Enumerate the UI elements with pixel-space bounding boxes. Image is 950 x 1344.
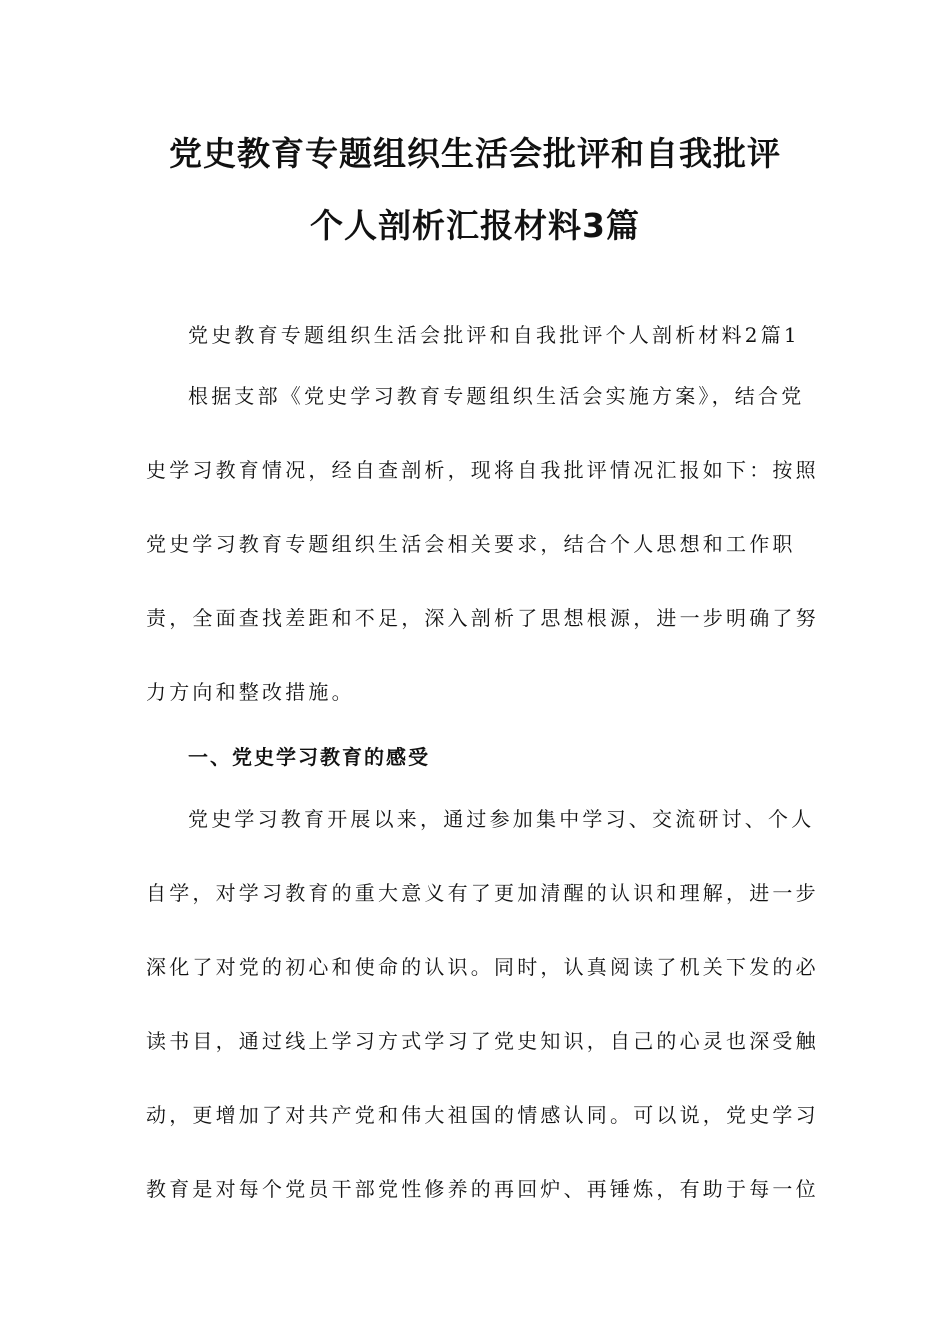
document-subtitle: 党史教育专题组织生活会批评和自我批评个人剖析材料2篇1 [188, 323, 800, 347]
section-1-heading: 一、党史学习教育的感受 [188, 745, 430, 769]
paragraph-1-line-3: 党史学习教育专题组织生活会相关要求，结合个人思想和工作职 [146, 532, 796, 556]
paragraph-2-line-3: 深化了对党的初心和使命的认识。同时，认真阅读了机关下发的必 [146, 955, 819, 979]
paragraph-2-line-5: 动，更增加了对共产党和伟大祖国的情感认同。可以说，党史学习 [146, 1103, 819, 1127]
document-title-line-2: 个人剖析汇报材料3篇 [310, 206, 640, 245]
paragraph-1-line-4: 责，全面查找差距和不足，深入剖析了思想根源，进一步明确了努 [146, 606, 819, 630]
paragraph-2-line-2: 自学，对学习教育的重大意义有了更加清醒的认识和理解，进一步 [146, 881, 819, 905]
paragraph-2-line-6: 教育是对每个党员干部党性修养的再回炉、再锤炼，有助于每一位 [146, 1177, 819, 1201]
paragraph-1-line-2: 史学习教育情况，经自查剖析，现将自我批评情况汇报如下：按照 [146, 458, 819, 482]
paragraph-2-line-4: 读书目，通过线上学习方式学习了党史知识，自己的心灵也深受触 [146, 1029, 819, 1053]
document-title-line-1: 党史教育专题组织生活会批评和自我批评 [169, 134, 781, 173]
paragraph-1-line-1: 根据支部《党史学习教育专题组织生活会实施方案》，结合党 [188, 384, 805, 408]
paragraph-2-line-1: 党史学习教育开展以来，通过参加集中学习、交流研讨、个人 [188, 807, 815, 831]
paragraph-1-line-5: 力方向和整改措施。 [146, 680, 355, 704]
